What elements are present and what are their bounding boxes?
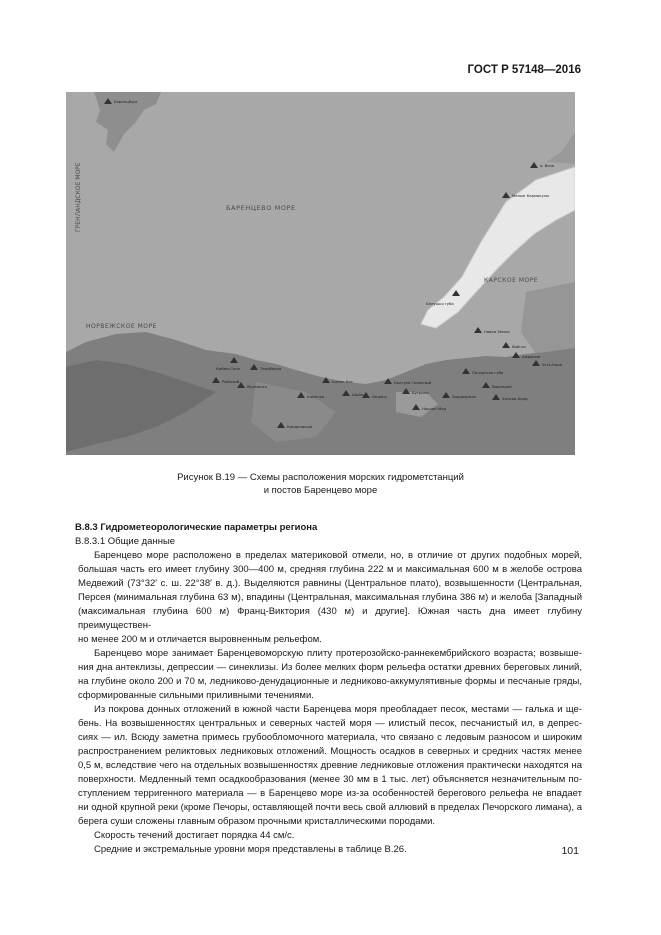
paragraph-line: Персея (минимальная глубина 63 м), впадины (Центральная, максимальная глубина 386 м) и желоба [Западный — [78, 592, 582, 603]
paragraph-line: но менее 200 м и отличается выровненным рельефом. — [78, 634, 322, 645]
paragraph-line: сформированные сильными приливными течениями. — [78, 690, 314, 701]
figure-caption — [66, 471, 575, 497]
svg-text:Териберка: Териберка — [260, 366, 282, 371]
svg-text:Новая Земля: Новая Земля — [484, 329, 510, 334]
svg-text:Нарьян-Мар: Нарьян-Мар — [422, 406, 446, 411]
svg-text:Варандей: Варандей — [492, 384, 512, 389]
station-marker — [402, 388, 429, 395]
paragraph-line: Медвежий (73°32′ с. ш. 22°38′ в. д.). Выделяются равнины (Центральное плато), возвышенности (Центральная, — [78, 578, 582, 589]
paragraph — [78, 549, 582, 647]
svg-text:Колгуев Северный: Колгуев Северный — [394, 380, 432, 385]
greenland-sea-label: ГРЕНЛАНДСКОЕ МОРЕ — [75, 162, 82, 232]
svg-text:Хоседа-Хард: Хоседа-Хард — [502, 396, 528, 401]
station-marker — [502, 342, 526, 349]
paragraph-line: большая часть его имеет глубину 300—400 м, средняя глубина 222 м и максимальная 600 м в желобе острова — [78, 564, 582, 575]
document-standard-header: ГОСТ Р 57148—2016 — [467, 64, 581, 76]
caption-line-2: и постов Баренцево море — [263, 485, 378, 496]
section-title: В.8.3 Гидрометеорологические параметры региона — [75, 522, 318, 533]
station-marker — [532, 360, 562, 367]
paragraph-line: Баренцево море занимает Баренцевоморскую плиту протерозойско-раннекембрийского возраста; возвыше- — [94, 648, 582, 659]
yamal-land — [521, 282, 575, 354]
paragraph-line: 0,5 м, вследствие чего на отдельных возвышенностях древние ледниковые отложения практически находятся на — [78, 760, 582, 771]
station-marker — [530, 162, 555, 168]
map-figure — [66, 92, 575, 455]
station-marker — [482, 382, 512, 389]
paragraph-line: ния дна антеклизы, депрессии — синеклизы. Из более мелких форм рельефа остатки древних береговых линий, — [78, 662, 582, 673]
svg-text:Индига: Индига — [372, 394, 387, 399]
paragraph-line: сиях — ил. Всюду заметна примесь грубообломочного материала, что связано с ледовым разносом и широким — [78, 732, 582, 743]
paragraph-line: ни одной крупной реки (кроме Печоры, оставляющей почти весь свой аллювий в пределах Печорского лимана), а — [78, 802, 582, 813]
paragraph — [78, 843, 582, 857]
paragraph — [78, 647, 582, 703]
paragraph — [78, 703, 582, 829]
station-marker — [362, 392, 387, 399]
svg-text:Кандалакша: Кандалакша — [287, 424, 313, 429]
station-marker — [212, 377, 240, 384]
kara-sea-label: КАРСКОЕ МОРЕ — [484, 277, 539, 284]
station-marker — [512, 352, 540, 359]
station-marker — [322, 377, 353, 384]
station-marker — [297, 392, 324, 399]
svg-text:Кийма-Сала: Кийма-Сала — [216, 366, 240, 371]
svg-text:Каменка: Каменка — [307, 394, 325, 399]
svg-text:Баренцбург: Баренцбург — [114, 99, 138, 104]
station-marker — [237, 382, 268, 389]
barents-sea-label: БАРЕНЦЕВО МОРЕ — [226, 204, 296, 212]
svg-text:Усть-Кара: Усть-Кара — [542, 362, 562, 367]
caption-line-1: Рисунок В.19 — Схемы расположения морских гидрометстанций — [177, 472, 464, 483]
svg-text:Печорская губа: Печорская губа — [472, 370, 504, 375]
svg-text:Шойна: Шойна — [352, 392, 366, 397]
paragraph-line: Скорость течений достигает порядка 44 см/с. — [94, 830, 295, 841]
paragraph-line: распространением реликтовых ледниковых отложений. Мощность осадков в северных и средних частях менее — [78, 746, 582, 757]
paragraph-line: берега суши сложены главным образом прочными кристаллическими породами. — [78, 816, 436, 827]
barents-sea-station-map — [66, 92, 575, 455]
paragraph-line: бень. На возвышенностях центральных и северных частей моря — илистый песок, песчанистый ил, в депрес- — [78, 718, 582, 729]
paragraph-line: (максимальная глубина 600 м) Франц-Виктория (430 м) и другие]. Южная часть дна имеет глубину преимуществен- — [78, 606, 582, 631]
svg-text:Вайгач: Вайгач — [512, 344, 526, 349]
paragraph-line: поверхности. Медленный темп осадкообразования (менее 30 мм в 1 тыс. лет) объясняется незначительным по- — [78, 774, 582, 785]
section-subtitle: В.8.3.1 Общие данные — [75, 536, 176, 547]
svg-text:Рыбачий: Рыбачий — [222, 379, 240, 384]
paragraph-line: Средние и экстремальные уровни моря представлены в таблице В.26. — [94, 844, 407, 855]
svg-text:Канин Нос: Канин Нос — [332, 379, 353, 384]
page-number: 101 — [561, 845, 579, 857]
svg-text:Малые Кармакулы: Малые Кармакулы — [512, 193, 550, 198]
station-marker — [250, 364, 281, 371]
paragraph — [78, 829, 582, 843]
paragraph-line: Баренцево море расположено в пределах материковой отмели, но, в отличие от других подобных морей, — [94, 550, 582, 561]
paragraph-line: Из покрова донных отложений в южной части Баренцева моря преобладает песок, местами — галька и ще- — [94, 704, 582, 715]
svg-text:Белушья губа: Белушья губа — [426, 301, 454, 306]
svg-text:Мурманск: Мурманск — [247, 384, 267, 389]
paragraph-line: на глубине около 200 и 70 м, ледниково-денудационные и ледниково-аккумулятивные формы и песчаные гряды, — [78, 676, 582, 687]
paragraph-line: ступлением терригенного материала — в Баренцево море из-за особенностей берегового рельефа не впадает — [78, 788, 582, 799]
station-marker — [342, 390, 366, 397]
svg-text:Бугрино: Бугрино — [412, 390, 429, 395]
svg-text:Амдерма: Амдерма — [522, 354, 541, 359]
svg-text:Ходовариха: Ходовариха — [452, 394, 476, 399]
svg-text:о. Визе: о. Визе — [540, 163, 555, 168]
norwegian-sea-label: НОРВЕЖСКОЕ МОРЕ — [86, 323, 157, 330]
section-body — [75, 521, 582, 857]
